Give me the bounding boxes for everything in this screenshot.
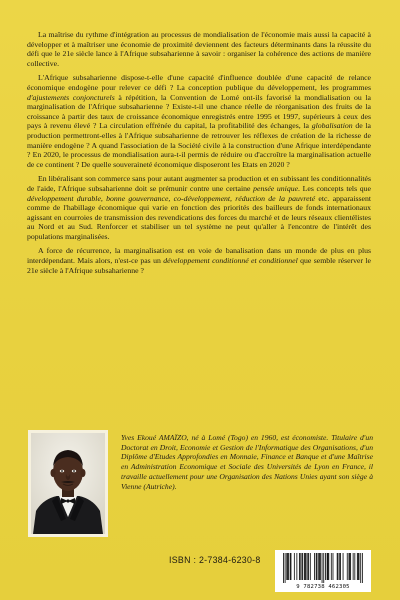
barcode-bar xyxy=(306,553,307,580)
barcode-bar xyxy=(288,553,289,580)
barcode-bar xyxy=(291,553,292,580)
text-run: . Les concepts tels que xyxy=(298,183,371,193)
barcode-bar xyxy=(328,553,329,580)
italic-term: globalisation xyxy=(311,121,353,131)
barcode-bar xyxy=(343,553,344,580)
barcode-bar xyxy=(317,553,318,580)
barcode-bar xyxy=(304,553,305,580)
barcode-bar xyxy=(347,553,348,580)
text-run: L'Afrique subsaharienne dispose-t-elle d'une capacité d'influence doublée d'une capacité de relance économique endogène pour relever ce défi ? La conception publique du développement, les programmes xyxy=(27,73,371,92)
author-photo xyxy=(28,430,108,537)
isbn-number: ISBN : 2-7384-6230-8 xyxy=(169,555,261,565)
barcode-bar xyxy=(320,553,321,580)
barcode-bar xyxy=(323,553,324,583)
barcode-bar xyxy=(285,553,286,583)
text-run: La maîtrise du rythme d'intégration au processus de mondialisation de l'économie mais aussi la capacité à développer et à maîtriser une économie de proximité deviennent des facteurs déterminants dans la réussite du défi que le 21e siècle lance à l'Afrique subsaharienne à savoir : organiser la cohérence des actions de manière collective. xyxy=(27,30,371,68)
barcode-bar xyxy=(299,553,300,580)
barcode-bar xyxy=(308,553,309,580)
barcode-bar xyxy=(286,553,287,580)
barcode-bar xyxy=(331,553,332,580)
italic-term: d'ajustements conjoncturels xyxy=(27,92,115,102)
barcode-bar xyxy=(340,553,341,580)
blurb-paragraph-2 xyxy=(27,73,371,169)
barcode-bar xyxy=(296,553,297,580)
barcode-bar xyxy=(359,553,360,580)
barcode-bar xyxy=(301,553,302,580)
barcode-bar xyxy=(328,553,329,580)
barcode-bar xyxy=(302,553,303,580)
barcode-bar xyxy=(339,553,340,580)
barcode-bar xyxy=(349,553,350,580)
author-biography: Yves Ekoué AMAÏZO, né à Lomé (Togo) en 1960, est économiste. Titulaire d'un Doctorat en Droit, Economie et Gestion de l'Informatique des Organisations, d'un Diplôme d'Etudes Approfondies en Monnaie, Finance et Banque et d'une Maîtrise en Administration Economique et Sociale des Universités de Lyon en France, il travaille actuellement pour une Organisation des Nations Unies ayant son siège à Vienne (Autriche). xyxy=(121,433,373,491)
text-run: En libéralisant son commerce sans pour autant augmenter sa production et en subissant les conditionnalités de l'aide, l'Afrique subsaharienne doit se prémunir contre une certaine xyxy=(27,174,371,193)
barcode-bar xyxy=(310,553,311,580)
blurb-paragraph-3 xyxy=(27,174,371,241)
blurb-text xyxy=(27,30,371,280)
blurb-paragraph-1 xyxy=(27,30,371,68)
barcode-bar xyxy=(294,553,295,580)
text-run: à répétition, la Convention de Lomé ont-ils favorisé la mondialisation ou la marginalisation de l'Afrique subsaharienne ? Existe-t-il une chance réelle de réorganisation des fruits de la croissance à partir des taux de croissance économique enregistrés entre 1995 et 1997, supérieurs à ceux des pays à revenu élevé ? La circulation effrénée du capital, la profitabilité des échanges, la xyxy=(27,92,371,131)
italic-term: développement conditionné et conditionnel xyxy=(163,256,298,266)
barcode-bar xyxy=(325,553,326,580)
barcode-bar xyxy=(300,553,301,580)
text-run: etc. apparaissent comme de l'habillage économique qui varie en fonction des priorités des bailleurs de fonds internationaux agissant en courroies de transmission des revendications des forces du marché et de leurs réseaux clientélistes au Nord et au Sud. Renforcer et stabiliser un tel système ne peut qu'aller à l'encontre de l'intérêt des populations marginalisées. xyxy=(27,193,372,241)
barcode-bar xyxy=(307,553,308,580)
barcode-bar xyxy=(349,553,350,580)
barcode-bar xyxy=(316,553,317,580)
barcode-bar xyxy=(319,553,320,580)
barcode-bar xyxy=(337,553,338,580)
barcode xyxy=(275,550,371,592)
text-run: de la production permettront-elles à l'Afrique subsaharienne de retrouver les réflexes de création de la richesse de manière endogène ? A quand l'association de la Société civile à la construction d'une Afrique interdépendante ? En 2020, le processus de mondialisation aura-t-il permis de réduire ou d'accroître la marginalisation actuelle de ce continent ? De quelle souveraineté économique disposeront les Etats en 2020 ? xyxy=(27,121,371,169)
barcode-bar xyxy=(357,553,358,580)
barcode-bar xyxy=(362,553,363,583)
barcode-bar xyxy=(333,553,334,580)
barcode-bar xyxy=(353,553,354,580)
blurb-paragraph-4 xyxy=(27,246,371,275)
barcode-bar xyxy=(287,553,288,580)
barcode-bar xyxy=(318,553,319,580)
italic-term: pensée unique xyxy=(253,183,299,193)
barcode-icon xyxy=(275,550,371,584)
barcode-bar xyxy=(358,553,359,580)
text-run: A force de récurrence, la marginalisation est en voie de banalisation dans un monde de plus en plus interdépendant. Mais alors, n'est-ce pas un xyxy=(27,246,371,266)
barcode-bar xyxy=(314,553,315,580)
barcode-bar xyxy=(290,553,291,580)
barcode-bar xyxy=(322,553,323,583)
barcode-bar xyxy=(350,553,351,580)
author-portrait-icon xyxy=(31,433,105,534)
barcode-bar xyxy=(360,553,361,583)
barcode-bar xyxy=(327,553,328,580)
text-run: que semble réserver le 21e siècle à l'Afrique subsaharienne ? xyxy=(27,256,371,275)
barcode-bar xyxy=(338,553,339,580)
barcode-bar xyxy=(283,553,284,583)
barcode-bar xyxy=(354,553,355,580)
barcode-digits: 9 782738 462305 xyxy=(296,584,350,590)
italic-term: développement durable, bonne gouvernance, co-développement, réduction de la pauvreté xyxy=(27,193,316,203)
barcode-bar xyxy=(305,553,306,580)
